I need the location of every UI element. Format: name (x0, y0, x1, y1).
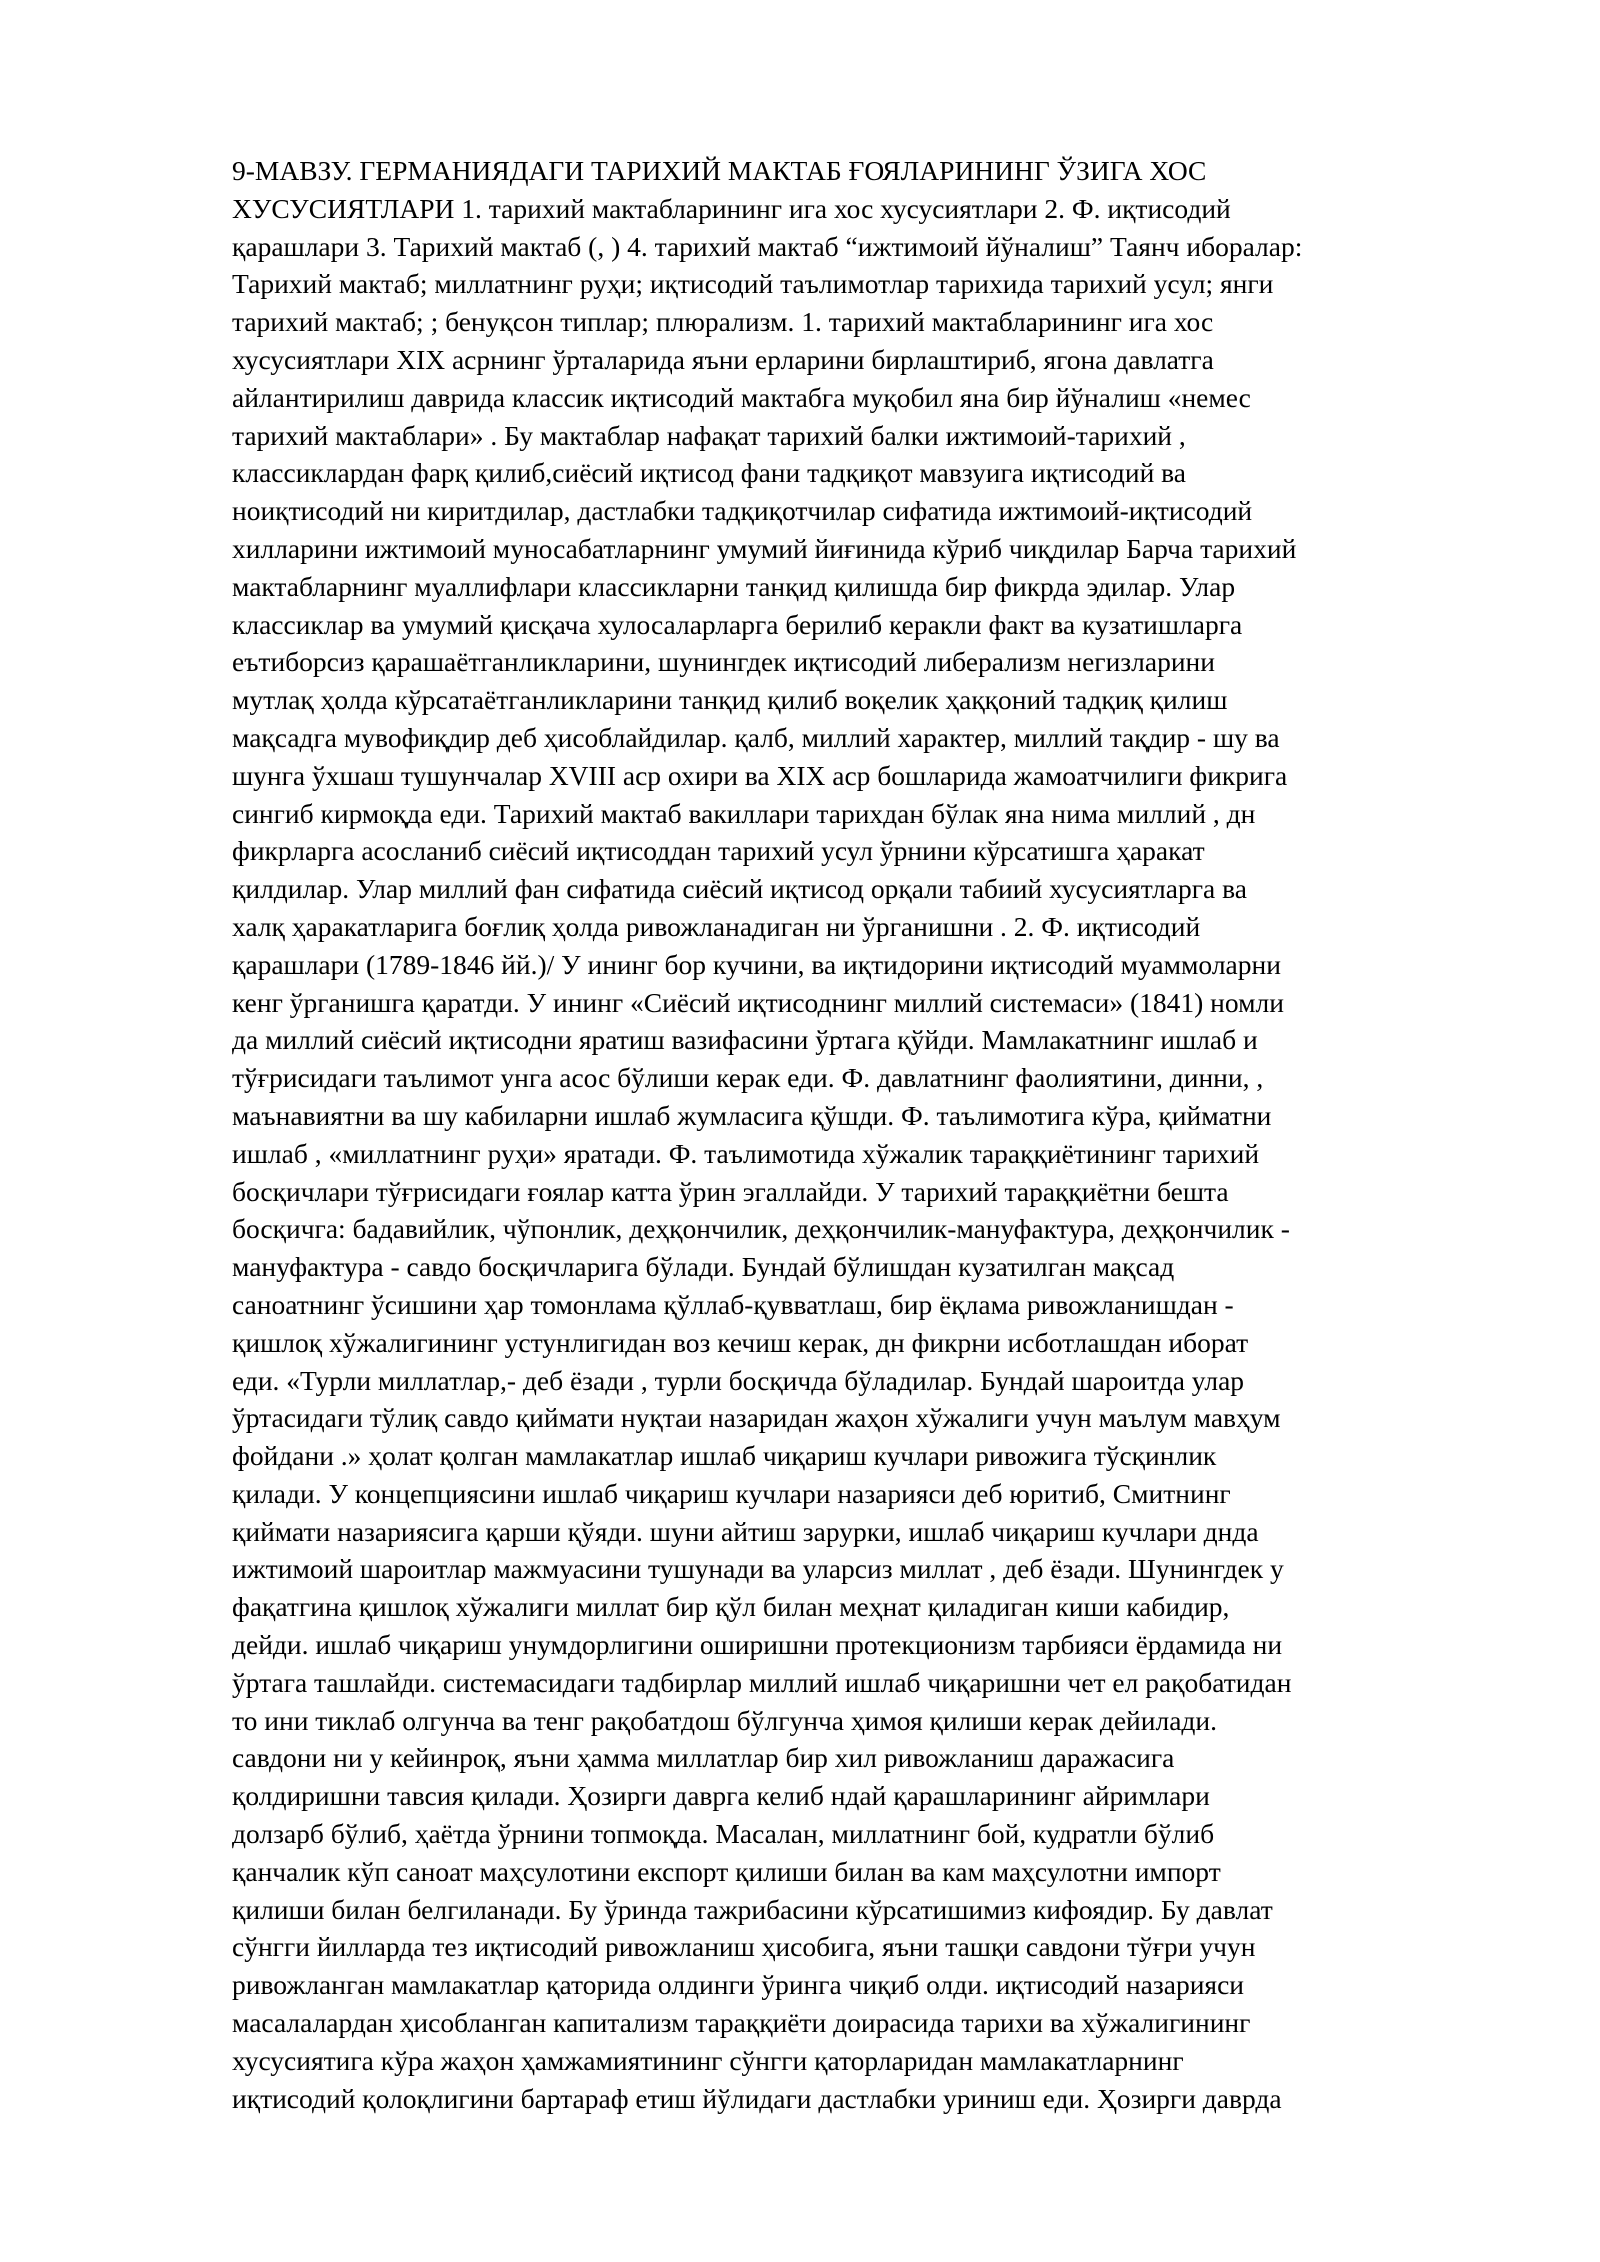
document-title-line: 9-МАВЗУ. ГЕРМАНИЯДАГИ ТАРИХИЙ МАКТАБ ҒОЯЛАРИНИНГ ЎЗИГА ХОС (232, 155, 1207, 186)
text-line: қарашлари (1789-1846 йй.)/ У ининг бор кучини, ва иқтидорини иқтисодий муаммоларни (232, 948, 1281, 980)
text-line: ўртага ташлайди. системасидаги тадбирлар миллий ишлаб чиқаришни чет ел рақобатидан (232, 1666, 1292, 1698)
text-line: қишлоқ хўжалигининг устунлигидан воз кечиш керак, дн фикрни исботлашдан иборат (232, 1326, 1249, 1358)
text-line: хусусиятига кўра жаҳон ҳамжамиятининг сўнгги қаторларидан мамлакатларнинг (232, 2044, 1184, 2076)
text-line: ноиқтисодий ни киритдилар, дастлабки тадқиқотчилар сифатида ижтимоий-иқтисодий (232, 495, 1253, 527)
text-line: ХУСУСИЯТЛАРИ 1. тарихий мактабларининг ига хос хусусиятлари 2. Ф. иқтисодий (232, 192, 1231, 224)
text-line: мақсадга мувофиқдир деб ҳисоблайдилар. қалб, миллий характер, миллий тақдир - шу ва (232, 721, 1280, 753)
text-line: сингиб кирмоқда еди. Тарихий мактаб вакиллари тарихдан бўлак яна нима миллий , дн (232, 797, 1256, 829)
text-line: маънавиятни ва шу кабиларни ишлаб жумласига қўшди. Ф. таълимотига кўра, қийматни (232, 1099, 1272, 1131)
text-line: фақатгина қишлоқ хўжалиги миллат бир қўл билан меҳнат қиладиган киши кабидир, (232, 1591, 1230, 1623)
text-line: долзарб бўлиб, ҳаётда ўрнини топмоқда. Масалан, миллатнинг бой, кудратли бўлиб (232, 1818, 1215, 1850)
text-line: фойдани .» ҳолат қолган мамлакатлар ишлаб чиқариш кучлари ривожига тўсқинлик (232, 1440, 1217, 1472)
text-line: да миллий сиёсий иқтисодни яратиш вазифасини ўртага қўйди. Мамлакатнинг ишлаб и (232, 1024, 1258, 1056)
text-line: қарашлари 3. Тарихий мактаб (, ) 4. тарихий мактаб “ижтимоий йўналиш” Таянч иборалар: (232, 230, 1303, 262)
text-line: қилдилар. Улар миллий фан сифатида сиёсий иқтисод орқали табиий хусусиятларга ва (232, 873, 1247, 905)
text-line: шунга ўхшаш тушунчалар XVIII аср охири ва XIX аср бошларида жамоатчилиги фикрига (232, 759, 1288, 791)
text-line: қилади. У концепциясини ишлаб чиқариш кучлари назарияси деб юритиб, Смитнинг (232, 1477, 1231, 1509)
text-line: классиклардан фарқ қилиб,сиёсий иқтисод фани тадқиқот мавзуига иқтисодий ва (232, 457, 1186, 489)
text-line: ўртасидаги тўлиқ савдо қиймати нуқтаи назаридан жаҳон хўжалиги учун маълум мавҳум (232, 1402, 1281, 1434)
text-line: тарихий мактаб; ; бенуқсон типлар; плюрализм. 1. тарихий мактабларининг ига хос (232, 306, 1214, 338)
text-line: айлантирилиш даврида классик иқтисодий мактабга муқобил яна бир йўналиш «немес (232, 381, 1251, 413)
text-line: еътиборсиз қарашаётганликларини, шунингдек иқтисодий либерализм негизларини (232, 646, 1215, 678)
text-line: мактабларнинг муаллифлари классикларни танқид қилишда бир фикрда эдилар. Улар (232, 570, 1236, 602)
text-line: хилларини ижтимоий муносабатларнинг умумий йиғинида кўриб чиқдилар Барча тарихий (232, 532, 1297, 564)
text-line: хусусиятлари XIX асрнинг ўрталарида яъни ерларини бирлаштириб, ягона давлатга (232, 343, 1214, 375)
text-line: мутлақ ҳолда кўрсатаётганликларини танқид қилиб воқелик ҳаққоний тадқиқ қилиш (232, 684, 1228, 716)
text-line: дейди. ишлаб чиқариш унумдорлигини оширишни протекционизм тарбияси ёрдамида ни (232, 1629, 1283, 1661)
text-line: ривожланган мамлакатлар қаторида олдинги ўринга чиқиб олди. иқтисодий назарияси (232, 1969, 1244, 2001)
text-line: босқичга: бадавийлик, чўпонлик, деҳқончилик, деҳқончилик-мануфактура, деҳқончилик - (232, 1213, 1290, 1245)
text-line: саноатнинг ўсишини ҳар томонлама қўллаб-қувватлаш, бир ёқлама ривожланишдан - (232, 1288, 1234, 1320)
text-line: ишлаб , «миллатнинг руҳи» яратади. Ф. таълимотида хўжалик тараққиётининг тарихий (232, 1137, 1260, 1169)
text-line: мануфактура - савдо босқичларига бўлади. Бундай бўлишдан кузатилган мақсад (232, 1251, 1175, 1283)
text-line: тўғрисидаги таълимот унга асос бўлиши керак еди. Ф. давлатнинг фаолиятини, динни, , (232, 1062, 1264, 1094)
document-body (232, 152, 1482, 2117)
text-line: масалалардан ҳисобланган капитализм тараққиёти доирасида тарихи ва хўжалигининг (232, 2007, 1251, 2039)
text-line: савдони ни у кейинроқ, яъни ҳамма миллатлар бир хил ривожланиш даражасига (232, 1742, 1175, 1774)
text-line: халқ ҳаракатларига боғлиқ ҳолда ривожланадиган ни ўрганишни . 2. Ф. иқтисодий (232, 910, 1201, 942)
text-line: Тарихий мактаб; миллатнинг руҳи; иқтисодий таълимотлар тарихида тарихий усул; янги (232, 268, 1274, 300)
text-line: сўнгги йилларда тез иқтисодий ривожланиш ҳисобига, яъни ташқи савдони тўғри учун (232, 1931, 1256, 1963)
text-line: еди. «Турли миллатлар,- деб ёзади , турли босқичда бўладилар. Бундай шароитда улар (232, 1364, 1245, 1396)
text-line: кенг ўрганишга қаратди. У ининг «Сиёсий иқтисоднинг миллий системаси» (1841) номли (232, 986, 1284, 1018)
text-line: қолдиришни тавсия қилади. Ҳозирги даврга келиб ндай қарашларининг айримлари (232, 1780, 1210, 1812)
text-line: қилиши билан белгиланади. Бу ўринда тажрибасини кўрсатишимиз кифоядир. Бу давлат (232, 1893, 1273, 1925)
text-line: қанчалик кўп саноат маҳсулотини експорт қилиши билан ва кам маҳсулотни импорт (232, 1855, 1221, 1887)
text-line: ижтимоий шароитлар мажмуасини тушунади ва уларсиз миллат , деб ёзади. Шунингдек у (232, 1553, 1284, 1585)
text-line: классиклар ва умумий қисқача хулосаларларга берилиб керакли факт ва кузатишларга (232, 608, 1243, 640)
text-line: иқтисодий қолоқлигини бартараф етиш йўлидаги дастлабки уриниш еди. Ҳозирги даврда (232, 2082, 1282, 2114)
text-line: фикрларга асосланиб сиёсий иқтисоддан тарихий усул ўрнини кўрсатишга ҳаракат (232, 835, 1205, 867)
text-line: тарихий мактаблари» . Бу мактаблар нафақат тарихий балки ижтимоий-тарихий , (232, 419, 1186, 451)
text-line: қиймати назариясига қарши қўяди. шуни айтиш зарурки, ишлаб чиқариш кучлари днда (232, 1515, 1259, 1547)
text-line: босқичлари тўғрисидаги ғоялар катта ўрин эгаллайди. У тарихий тараққиётни бешта (232, 1175, 1229, 1207)
text-line: то ини тиклаб олгунча ва тенг рақобатдош бўлгунча ҳимоя қилиши керак дейилади. (232, 1704, 1218, 1736)
